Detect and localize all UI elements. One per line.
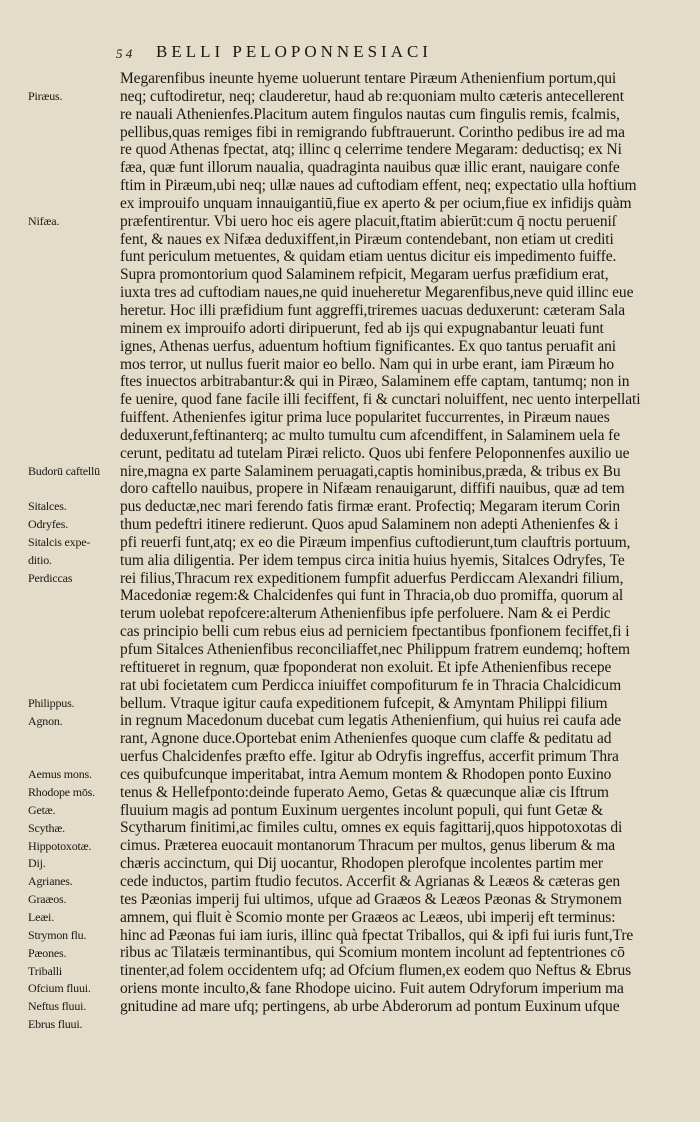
text-line: heretur. Hoc illi præfidium funt aggreffi,triremes uacuas deduxerunt: cæteram Sala xyxy=(120,301,626,319)
text-line: tes Pæonias imperij fui ultimos, ufque ad Graæos & Leæos Pæonas & Strymonem xyxy=(120,890,622,908)
text-line: pellibus,quas remiges fibi in remigrando fubftrauerunt. Corintho pedibus ire ad ma xyxy=(120,123,625,141)
margin-note: Perdiccas xyxy=(28,570,73,585)
text-line: Megarenfibus ineunte hyeme uoluerunt tentare Piræum Athenienfium portum,qui xyxy=(120,70,617,87)
margin-note: Agnon. xyxy=(28,713,63,728)
text-line: nire,magna ex parte Salaminem peruagati,captis hominibus,præda, & tribus ex Bu xyxy=(120,462,621,480)
text-line: ces quibufcunque imperitabat, intra Aemum montem & Rhodopen ponto Euxino xyxy=(120,765,612,783)
margin-note: Neftus fluui. xyxy=(28,999,87,1014)
text-line: iuxta tres ad cuftodiam naues,ne quid inueheretur Megarenfibus,neve quid illinc eue xyxy=(120,284,634,302)
margin-note: Leæi. xyxy=(28,909,54,924)
margin-note: Agrianes. xyxy=(28,874,73,889)
text-line: fluuium magis ad pontum Euxinum uergentes incolunt populi, qui funt Getæ & xyxy=(120,801,604,819)
text-line: mos terror, ut nullus fuerit maior eo bello. Nam qui in urbe erant, iam Piræum ho xyxy=(120,355,615,373)
text-line: rat ubi focietatem cum Perdicca iniuiffet compofiturum fe in Thracia Chalcidicum xyxy=(120,676,622,694)
text-line: in regnum Macedonum ducebat cum legatis Athenienfium, qui huius rei caufa ade xyxy=(120,712,622,730)
page-number: 5 4 xyxy=(116,46,133,61)
text-line: ftes inuectos arbitrabantur:& qui in Piræo, Salaminem effe captam, tantumq; non in xyxy=(120,373,630,391)
text-line: pfum Sitalces Athenienfibus reconciliaffet,nec Philippum fratrem eundemq; hoftem xyxy=(120,641,630,658)
text-line: Macedoniæ regem:& Chalcidenfes qui funt in Thracia,ob duo promiffa, quorum al xyxy=(120,587,624,605)
margin-note: Strymon flu. xyxy=(28,927,87,942)
text-line: chæris accinctum, qui Dij uocantur, Rhodopen plerofque incolentes partim mer xyxy=(120,855,603,873)
text-line: thum pedeftri itinere redierunt. Quos apud Salaminem non adepti Athenienfes & i xyxy=(120,516,619,534)
text-line: re quod Athenas fpectat, atq; illinc q celerrime tendere Megaram: deductisq; ex Ni xyxy=(120,141,622,159)
text-line: terum uolebat repofcere:alterum Athenienfibus ipfe perfoluere. Nam & ei Perdic xyxy=(120,605,611,623)
text-line: reftitueret in regnum, quæ fpoponderat non exoluit. Et ipfe Athenienfibus recepe xyxy=(120,658,612,676)
running-title: BELLI PELOPONNESIACI xyxy=(156,42,432,61)
margin-note: Budorū caftellū xyxy=(28,463,100,478)
text-line: gnitudine ad mare ufq; pertingens, ab urbe Abderorum ad pontum Euxinum ufque xyxy=(120,997,620,1015)
text-line: cerunt, peditatu ad tutelam Piræi relicto. Quos ubi fenfere Peloponnenfes auxilio ue xyxy=(120,444,630,462)
margin-note: Sitalces. xyxy=(28,499,67,514)
text-line: uerfus Chalcidenfes præfto effe. Igitur ab Odryfis ingreffus, accerfit primum Thra xyxy=(120,748,619,766)
text-line: ribus ac Tilatæis terminantibus, qui Scomium montem incolunt ad feptentriones cō xyxy=(120,944,625,962)
text-line: pfi reuerfi funt,atq; ex eo die Piræum impenfius cuftodierunt,tum clauftris portuum, xyxy=(120,533,631,551)
text-line: fuiffent. Athenienfes igitur prima luce popularitet fuccurrentes, in Piræum naues xyxy=(120,409,610,427)
text-line: cede inductos, partim ftudio fecutos. Accerfit & Agrianas & Leæos & cæteras gen xyxy=(120,872,621,890)
margin-note: Philippus. xyxy=(28,695,75,710)
text-line: Scytharum finitimi,ac fimiles cultu, omnes ex equis fagittarij,quos hippotoxotas di xyxy=(120,819,623,837)
text-line: neq; cuftodiretur, neq; clauderetur, haud ab re:quoniam multo cæteris antecellerent xyxy=(120,87,624,105)
text-line: cimus. Præterea euocauit montanorum Thracum per multos, genus liberum & ma xyxy=(120,837,616,855)
text-line: tinenter,ad folem occidentem ufq; ad Ofcium flumen,ex eodem quo Neftus & Ebrus xyxy=(120,962,632,980)
text-line: hinc ad Pæonas fui iam iuris, illinc quà fpectat Triballos, qui & ipfi fui iuris funt,Tre xyxy=(120,926,634,944)
text-line: funt periculum metuentes, & quidam etiam uentus dicitur eis impedimento fuiffe. xyxy=(120,248,617,266)
margin-note: Hippotoxotæ. xyxy=(28,838,92,853)
margin-note: Getæ. xyxy=(28,802,56,817)
margin-note: Sitalcis expe- xyxy=(28,535,91,550)
text-line: pus deductæ,nec mari ferendo fatis firmæ erant. Profectiq; Megaram iterum Corin xyxy=(120,498,620,516)
body-text xyxy=(120,70,676,1016)
text-line: minem ex improuifo adorti diripuerunt, fed ab ijs qui expugnabantur leuati funt xyxy=(120,319,604,337)
text-line: bellum. Vtraque igitur caufa expeditionem fufcepit, & Amyntam Philippi filium xyxy=(120,694,608,712)
margin-note: Aemus mons. xyxy=(28,767,92,782)
margin-note: Scythæ. xyxy=(28,820,65,835)
margin-note: Ofcium fluui. xyxy=(28,981,91,996)
margin-note: ditio. xyxy=(28,552,52,567)
text-line: tum alia diligentia. Per idem tempus circa initia huius hyemis, Sitalces Odryfes, Te xyxy=(120,551,625,569)
text-line: deduxerunt,feftinanterq; ac multo tumultu cum afcendiffent, in Salaminem uela fe xyxy=(120,426,621,444)
text-line: cas principio belli cum rebus eius ad perniciem fpectantibus fponfionem feciffet,fi i xyxy=(120,623,630,641)
margin-note: Triballi xyxy=(28,963,62,978)
text-line: rant, Agnone duce.Oportebat enim Athenienfes quoque cum claffe & peditatu ad xyxy=(120,730,612,748)
text-line: rei filius,Thracum rex expeditionem fumpfit aduerfus Perdiccam Alexandri filium, xyxy=(120,569,624,587)
margin-note: Graæos. xyxy=(28,892,67,907)
text-line: oriens monte inculto,& fane Rhodope uicino. Fuit autem Odryforum imperium ma xyxy=(120,980,624,998)
text-line: doro caftello nauibus, propere in Nifæam renauigarunt, diffifi nauibus, quæ ad tem xyxy=(120,480,625,498)
text-line: ex improuifo unquam innauigantiū,fiue ex aperto & per ocium,fiue ex infidijs quàm xyxy=(120,194,632,212)
margin-note: Nifæa. xyxy=(28,213,60,228)
text-line: ftim in Piræum,ubi neq; ullæ naues ad cuftodiam effent, neq; expectatio ulla hoftium xyxy=(120,177,637,195)
text-line: fe uenire, quod fane facile illi feciffent, fi & cunctari noluiffent, nec uento interpellati xyxy=(120,391,641,409)
margin-note: Rhodope mōs. xyxy=(28,785,95,799)
margin-note: Dij. xyxy=(28,856,46,871)
text-line: re nauali Athenienfes.Placitum autem fingulos nautas cum fingulis remis, fcalmis, xyxy=(120,105,620,123)
text-line: tenus & Hellefponto:deinde fuperato Aemo, Getas & quæcunque aliæ cis Iftrum xyxy=(120,783,609,801)
margin-note: Ebrus fluui. xyxy=(28,1017,83,1032)
text-line: fæa, quæ funt illorum naualia, quadraginta nauibus quæ illic erant, nauigare confe xyxy=(120,159,620,177)
margin-note: Piræus. xyxy=(28,88,63,103)
margin-note: Odryfes. xyxy=(28,517,69,532)
text-line: fent, & naues ex Nifæa deduxiffent,in Piræum contendebant, non etiam ut crediti xyxy=(120,230,614,248)
text-line: præfentirentur. Vbi uero hoc eis agere placuit,ftatim abierūt:cum q̄ noctu perueniſ xyxy=(120,212,616,230)
margin-note: Pæones. xyxy=(28,945,67,960)
text-line: amnem, qui fluit è Scomio monte per Graæos ac Leæos, ubi imperij eft terminus: xyxy=(120,908,616,926)
page-header xyxy=(116,42,676,66)
text-line: ignes, Athenas uerfus, aduentum hoftium fignificantes. Ex quo tantus peruafit ani xyxy=(120,337,616,355)
text-line: Supra promontorium quod Salaminem refpicit, Megaram uerfus præfidium erat, xyxy=(120,266,609,284)
